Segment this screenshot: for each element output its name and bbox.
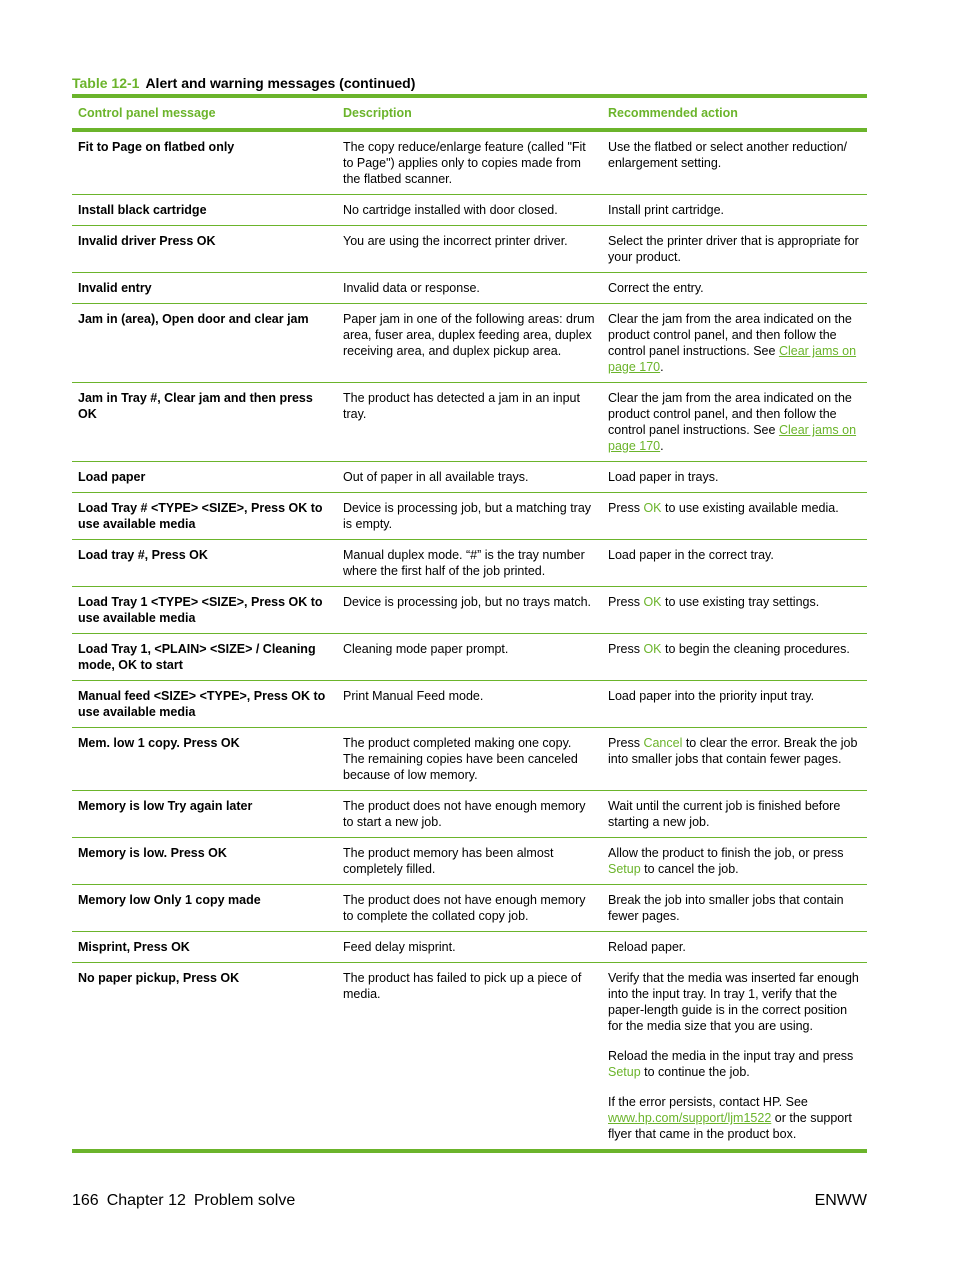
action-cell: Reload paper. <box>602 932 867 963</box>
table-row <box>72 226 867 273</box>
message-cell: Load Tray # <TYPE> <SIZE>, Press OK to use available media <box>72 493 337 540</box>
description-cell: The product does not have enough memory to start a new job. <box>337 791 602 838</box>
table-row <box>72 634 867 681</box>
action-text: to begin the cleaning procedures. <box>661 642 850 656</box>
alert-messages-table <box>72 99 867 1153</box>
action-cell: Break the job into smaller jobs that contain fewer pages. <box>602 885 867 932</box>
hp-support-link[interactable]: www.hp.com/support/ljm1522 <box>608 1111 772 1125</box>
description-cell: The product memory has been almost completely filled. <box>337 838 602 885</box>
page-footer-left <box>72 1192 303 1210</box>
table-row <box>72 587 867 634</box>
table-row <box>72 493 867 540</box>
message-cell: Load tray #, Press OK <box>72 540 337 587</box>
message-cell: Load Tray 1, <PLAIN> <SIZE> / Cleaning mode, OK to start <box>72 634 337 681</box>
action-cell: Select the printer driver that is appropriate for your product. <box>602 226 867 273</box>
action-text: Press <box>608 642 644 656</box>
ok-key-label: OK <box>643 642 662 656</box>
action-paragraph: Verify that the media was inserted far enough into the input tray. In tray 1, verify that the paper-length guide is in the correct position for the media size that you are using. <box>608 971 859 1033</box>
message-cell: Memory is low. Press OK <box>72 838 337 885</box>
action-paragraph <box>608 1094 861 1142</box>
message-cell: Mem. low 1 copy. Press OK <box>72 728 337 791</box>
message-cell: Install black cartridge <box>72 195 337 226</box>
header-recommended-action: Recommended action <box>602 99 867 130</box>
action-text: to clear the error. Break the job into smaller jobs that contain fewer pages. <box>608 736 858 766</box>
setup-key-label: Setup <box>608 862 641 876</box>
message-cell: No paper pickup, Press OK <box>72 963 337 1152</box>
message-cell: Jam in Tray #, Clear jam and then press OK <box>72 383 337 462</box>
table-row <box>72 195 867 226</box>
action-text: Clear the jam from the area indicated on the product control panel, and then follow the control panel instructions. See <box>608 391 852 437</box>
message-cell: Misprint, Press OK <box>72 932 337 963</box>
description-cell: Cleaning mode paper prompt. <box>337 634 602 681</box>
top-rule <box>72 94 867 98</box>
action-text: Allow the product to finish the job, or press <box>608 846 844 860</box>
table-row <box>72 462 867 493</box>
table-row <box>72 273 867 304</box>
message-cell: Invalid entry <box>72 273 337 304</box>
page-number: 166 <box>72 1192 99 1209</box>
page-footer-right: ENWW <box>814 1192 867 1209</box>
message-cell: Invalid driver Press OK <box>72 226 337 273</box>
table-row <box>72 383 867 462</box>
action-text: to use existing tray settings. <box>661 595 820 609</box>
action-cell <box>602 493 867 540</box>
table-caption <box>72 75 415 91</box>
action-cell: Use the flatbed or select another reduction/ enlargement setting. <box>602 130 867 195</box>
action-cell: Install print cartridge. <box>602 195 867 226</box>
action-text: Press <box>608 501 644 515</box>
chapter-label: Chapter 12 <box>106 1192 186 1209</box>
clear-jams-link[interactable]: Clear jams on page 170 <box>608 344 857 374</box>
action-text: . <box>660 439 664 453</box>
setup-key-label: Setup <box>608 1065 641 1079</box>
action-text: Press <box>608 736 644 750</box>
description-cell: Print Manual Feed mode. <box>337 681 602 728</box>
table-row <box>72 728 867 791</box>
action-paragraph <box>608 1048 861 1080</box>
message-cell: Load paper <box>72 462 337 493</box>
description-cell: The product has failed to pick up a piece of media. <box>337 963 602 1152</box>
description-cell: Device is processing job, but a matching tray is empty. <box>337 493 602 540</box>
message-cell: Memory is low Try again later <box>72 791 337 838</box>
description-cell: Paper jam in one of the following areas: drum area, fuser area, duplex feeding area, duplex receiving area, and duplex pickup area. <box>337 304 602 383</box>
action-cell <box>602 587 867 634</box>
message-cell: Fit to Page on flatbed only <box>72 130 337 195</box>
header-description: Description <box>337 99 602 130</box>
action-cell: Load paper in the correct tray. <box>602 540 867 587</box>
action-text: Clear the jam from the area indicated on the product control panel, and then follow the control panel instructions. See <box>608 312 852 358</box>
description-cell: Manual duplex mode. “#” is the tray number where the first half of the job printed. <box>337 540 602 587</box>
table-number: Table 12-1 <box>72 75 140 91</box>
description-cell: Invalid data or response. <box>337 273 602 304</box>
action-cell: Correct the entry. <box>602 273 867 304</box>
message-cell: Load Tray 1 <TYPE> <SIZE>, Press OK to use available media <box>72 587 337 634</box>
description-cell: The product does not have enough memory to complete the collated copy job. <box>337 885 602 932</box>
cancel-key-label: Cancel <box>643 736 683 750</box>
description-cell: Feed delay misprint. <box>337 932 602 963</box>
action-text: to use existing available media. <box>661 501 839 515</box>
table-row <box>72 838 867 885</box>
table-row <box>72 885 867 932</box>
message-cell: Manual feed <SIZE> <TYPE>, Press OK to use available media <box>72 681 337 728</box>
ok-key-label: OK <box>643 595 662 609</box>
clear-jams-link[interactable]: Clear jams on page 170 <box>608 423 857 453</box>
table-title: Alert and warning messages (continued) <box>145 75 416 91</box>
action-text: to continue the job. <box>640 1065 750 1079</box>
description-cell: The product completed making one copy. The remaining copies have been canceled because of low memory. <box>337 728 602 791</box>
ok-key-label: OK <box>643 501 662 515</box>
table-header-row <box>72 99 867 130</box>
action-cell <box>602 963 867 1152</box>
table-row <box>72 791 867 838</box>
table-row <box>72 963 867 1152</box>
section-label: Problem solve <box>193 1192 296 1209</box>
description-cell: Out of paper in all available trays. <box>337 462 602 493</box>
action-cell: Load paper in trays. <box>602 462 867 493</box>
table-row <box>72 932 867 963</box>
action-cell <box>602 728 867 791</box>
action-cell <box>602 383 867 462</box>
action-cell <box>602 304 867 383</box>
action-cell: Wait until the current job is finished before starting a new job. <box>602 791 867 838</box>
description-cell: The product has detected a jam in an input tray. <box>337 383 602 462</box>
description-cell: No cartridge installed with door closed. <box>337 195 602 226</box>
action-text: If the error persists, contact HP. See <box>608 1095 808 1109</box>
action-cell: Load paper into the priority input tray. <box>602 681 867 728</box>
table-row <box>72 540 867 587</box>
action-text: Reload the media in the input tray and press <box>608 1049 854 1063</box>
description-cell: You are using the incorrect printer driver. <box>337 226 602 273</box>
description-cell: The copy reduce/enlarge feature (called "Fit to Page") applies only to copies made from the flatbed scanner. <box>337 130 602 195</box>
message-cell: Jam in (area), Open door and clear jam <box>72 304 337 383</box>
message-cell: Memory low Only 1 copy made <box>72 885 337 932</box>
table-row <box>72 681 867 728</box>
action-text: or the support flyer that came in the product box. <box>608 1111 852 1141</box>
action-cell <box>602 838 867 885</box>
table-row <box>72 130 867 195</box>
table-row <box>72 304 867 383</box>
action-text: . <box>660 360 664 374</box>
action-text: to cancel the job. <box>640 862 739 876</box>
action-text: Press <box>608 595 644 609</box>
description-cell: Device is processing job, but no trays match. <box>337 587 602 634</box>
action-cell <box>602 634 867 681</box>
header-control-panel-message: Control panel message <box>72 99 337 130</box>
